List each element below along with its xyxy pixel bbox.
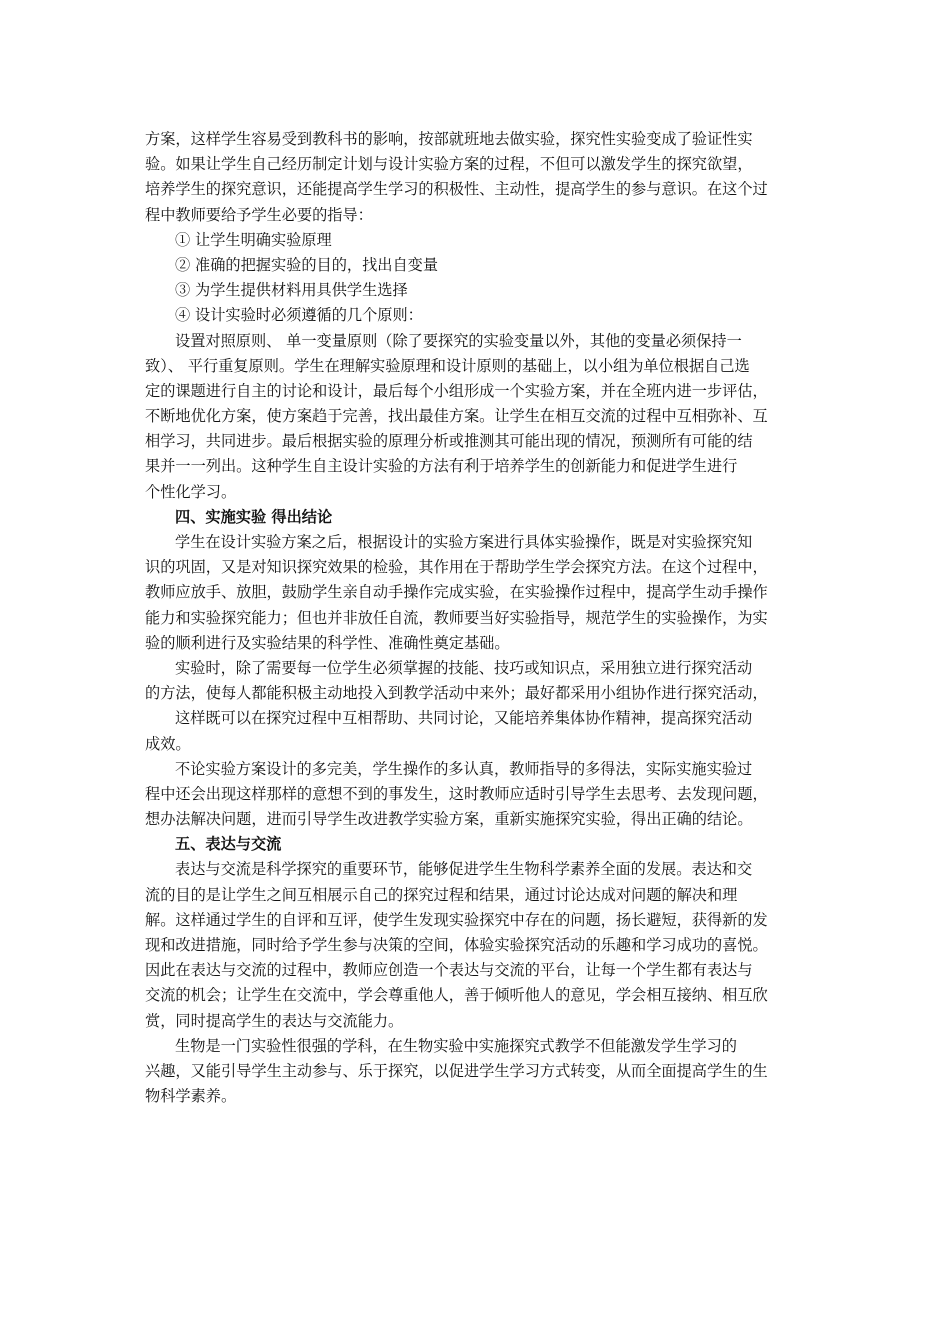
text-line: 不论实验方案设计的多完美，学生操作的多认真，教师指导的多得法，实际实施实验过: [175, 759, 753, 778]
text-line: 流的目的是让学生之间互相展示自己的探究过程和结果，通过讨论达成对问题的解决和理: [145, 885, 738, 904]
text-line: 定的课题进行自主的讨论和设计，最后每个小组形成一个实验方案，并在全班内进一步评估，: [145, 381, 768, 400]
text-line: 解。这样通过学生的自评和互评，使学生发现实验探究中存在的问题，扬长避短，获得新的发: [145, 910, 768, 929]
text-line: 的方法，使每人都能积极主动地投入到教学活动中来外；最好都采用小组协作进行探究活动，: [145, 684, 768, 703]
text-line: 相学习，共同进步。最后根据实验的原理分析或推测其可能出现的情况，预测所有可能的结: [145, 432, 753, 451]
text-line: 因此在表达与交流的过程中，教师应创造一个表达与交流的平台，让每一个学生都有表达与: [145, 961, 753, 980]
section-heading: 五、表达与交流: [175, 835, 282, 854]
text-line: 程中还会出现这样那样的意想不到的事发生，这时教师应适时引导学生去思考、去发现问题，: [145, 784, 768, 803]
text-line: 生物是一门实验性很强的学科，在生物实验中实施探究式教学不但能激发学生学习的: [175, 1036, 737, 1055]
text-line: ③ 为学生提供材料用具供学生选择: [175, 281, 408, 300]
document-body: [145, 127, 813, 1109]
text-line: 致）、 平行重复原则。学生在理解实验原理和设计原则的基础上，以小组为单位根据自己选: [145, 356, 750, 375]
text-line: 设置对照原则、 单一变量原则（除了要探究的实验变量以外，其他的变量必须保持一: [175, 331, 742, 350]
text-line: 学生在设计实验方案之后，根据设计的实验方案进行具体实验操作，既是对实验探究知: [175, 533, 753, 551]
text-line: 验。如果让学生自己经历制定计划与设计实验方案的过程，不但可以激发学生的探究欲望，: [145, 155, 753, 174]
text-line: 物科学素养。: [145, 1087, 237, 1106]
text-line: 交流的机会；让学生在交流中，学会尊重他人，善于倾听他人的意见，学会相互接纳、相互欣: [145, 986, 768, 1005]
text-line: 教师应放手、放胆，鼓励学生亲自动手操作完成实验，在实验操作过程中，提高学生动手操作: [145, 583, 768, 602]
text-line: ④ 设计实验时必须遵循的几个原则：: [175, 306, 423, 325]
text-line: ② 准确的把握实验的目的，找出自变量: [175, 255, 439, 274]
text-line: ① 让学生明确实验原理: [175, 230, 332, 249]
text-line: 兴趣，又能引导学生主动参与、乐于探究，以促进学生学习方式转变，从而全面提高学生的生: [145, 1061, 768, 1080]
text-line: 想办法解决问题，进而引导学生改进教学实验方案，重新实施探究实验，得出正确的结论。: [145, 810, 753, 829]
text-line: 方案，这样学生容易受到教科书的影响，按部就班地去做实验，探究性实验变成了验证性实: [145, 130, 753, 148]
text-line: 识的巩固，又是对知识探究效果的检验，其作用在于帮助学生学会探究方法。在这个过程中，: [145, 558, 768, 577]
text-line: 赏，同时提高学生的表达与交流能力。: [145, 1011, 404, 1030]
text-line: 现和改进措施，同时给予学生参与决策的空间，体验实验探究活动的乐趣和学习成功的喜悦。: [145, 936, 768, 954]
text-line: 成效。: [145, 734, 191, 753]
text-line: 个性化学习。: [145, 482, 237, 501]
text-line: 这样既可以在探究过程中互相帮助、共同讨论，又能培养集体协作精神，提高探究活动: [175, 709, 753, 728]
section-heading: 四、实施实验 得出结论: [175, 507, 333, 526]
text-line: 验的顺利进行及实验结果的科学性、准确性奠定基础。: [145, 633, 510, 652]
text-line: 程中教师要给予学生必要的指导：: [145, 205, 373, 224]
text-line: 能力和实验探究能力；但也并非放任自流，教师要当好实验指导，规范学生的实验操作，为实: [145, 608, 768, 627]
text-line: 培养学生的探究意识，还能提高学生学习的积极性、主动性，提高学生的参与意识。在这个过: [145, 180, 768, 199]
text-line: 果并一一列出。这种学生自主设计实验的方法有利于培养学生的创新能力和促进学生进行: [145, 457, 738, 476]
text-line: 不断地优化方案，使方案趋于完善，找出最佳方案。让学生在相互交流的过程中互相弥补、互: [145, 407, 768, 426]
text-line: 表达与交流是科学探究的重要环节，能够促进学生生物科学素养全面的发展。表达和交: [175, 860, 753, 879]
text-line: 实验时，除了需要每一位学生必须掌握的技能、技巧或知识点，采用独立进行探究活动: [175, 658, 753, 677]
